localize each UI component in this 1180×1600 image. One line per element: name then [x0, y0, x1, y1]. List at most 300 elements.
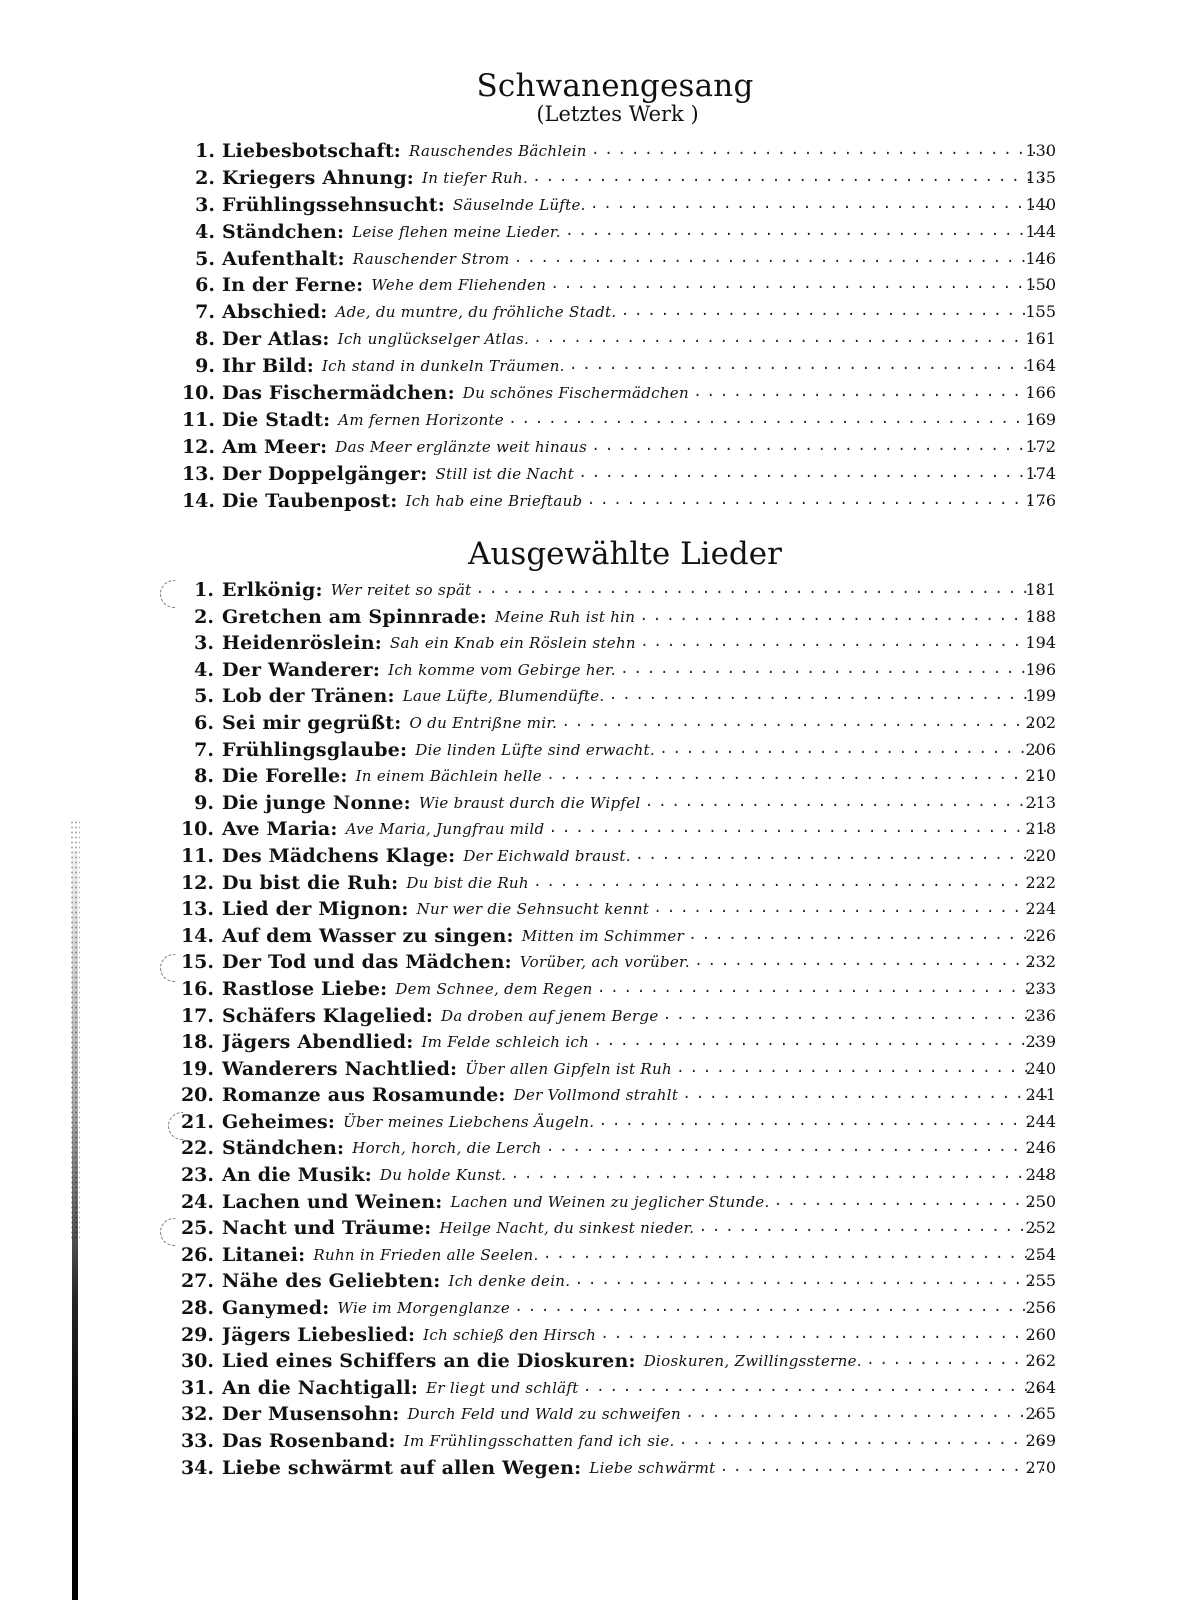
toc-entry	[0, 299, 1180, 326]
entry-number: 3.	[195, 193, 215, 216]
entry-number: 22.	[180, 1137, 214, 1160]
first-line: Die linden Lüfte sind erwacht.	[415, 740, 655, 759]
entry-number: 13.	[181, 462, 215, 485]
first-line: Rauschendes Bächlein	[409, 142, 587, 160]
page-number: 269	[1025, 1431, 1056, 1450]
entry-number: 8.	[195, 328, 215, 351]
dot-leader	[591, 434, 1048, 461]
entry-body	[222, 272, 1048, 299]
first-line: Lachen und Weinen zu jeglicher Stunde.	[450, 1192, 770, 1211]
entry-number: 23.	[180, 1164, 214, 1187]
section-title-ausgewaehlte-lieder: Ausgewählte Lieder	[468, 536, 782, 572]
page-number: 222	[1025, 872, 1056, 892]
dot-leader	[676, 1056, 1048, 1083]
toc-entry	[0, 1295, 1180, 1322]
section-subtitle: (Letztes Werk )	[536, 102, 699, 126]
song-title: An die Nachtigall:	[222, 1376, 419, 1399]
page-number: 181	[1025, 580, 1056, 599]
entry-body	[222, 1056, 1048, 1083]
page-number: 144	[1025, 221, 1056, 241]
entry-number: 32.	[180, 1403, 214, 1426]
dot-leader	[532, 165, 1048, 192]
entry-number: 21.	[180, 1110, 214, 1133]
first-line: Über meines Liebchens Äugeln.	[343, 1112, 595, 1131]
song-title: Frühlingssehnsucht:	[222, 193, 445, 216]
first-line: Im Frühlingsschatten fand ich sie.	[403, 1432, 675, 1450]
toc-entry	[0, 272, 1180, 299]
dot-leader	[546, 1135, 1048, 1162]
entry-body	[222, 1268, 1048, 1295]
toc-entry	[0, 1401, 1180, 1428]
page-number: 194	[1025, 633, 1056, 653]
dot-leader	[533, 870, 1048, 897]
entry-body	[222, 1082, 1048, 1109]
toc-entry	[0, 1189, 1180, 1216]
page-number: 174	[1025, 463, 1056, 483]
song-title: Liebesbotschaft:	[222, 140, 402, 162]
entry-body	[222, 896, 1048, 923]
page-number: 155	[1025, 302, 1056, 322]
entry-body	[222, 138, 1048, 165]
entry-body	[222, 1029, 1048, 1056]
dot-leader	[682, 1082, 1048, 1109]
toc-entry	[0, 1268, 1180, 1295]
page-number: 265	[1025, 1404, 1056, 1424]
song-list-schwanengesang	[0, 138, 1180, 514]
entry-number: 19.	[180, 1057, 214, 1080]
page-number: 150	[1025, 275, 1056, 295]
song-title: Erlkönig:	[222, 579, 323, 601]
song-title: Die Stadt:	[222, 408, 331, 431]
dot-leader	[600, 1322, 1048, 1349]
page-number: 252	[1025, 1218, 1056, 1238]
entry-body	[222, 1295, 1048, 1322]
entry-body	[222, 657, 1048, 684]
song-title: Der Doppelgänger:	[222, 462, 428, 485]
entry-body	[222, 1375, 1048, 1402]
dot-leader	[694, 949, 1048, 976]
song-title: Auf dem Wasser zu singen:	[222, 924, 514, 947]
entry-body	[222, 870, 1048, 897]
song-title: Nähe des Geliebten:	[222, 1270, 441, 1293]
first-line: Dem Schnee, dem Regen	[395, 979, 593, 998]
song-title: Der Atlas:	[222, 328, 330, 351]
first-line: In tiefer Ruh.	[422, 168, 529, 187]
entry-body	[222, 461, 1048, 488]
page-number: 270	[1025, 1457, 1056, 1477]
toc-entry	[0, 353, 1180, 380]
entry-number: 30.	[180, 1350, 214, 1373]
page-number: 224	[1025, 899, 1056, 919]
entry-number: 24.	[180, 1190, 214, 1213]
first-line: Laue Lüfte, Blumendüfte.	[402, 687, 605, 706]
first-line: Ruhn in Frieden alle Seelen.	[313, 1245, 539, 1264]
page-number: 176	[1025, 490, 1056, 510]
first-line: Du bist die Ruh	[406, 873, 529, 892]
toc-entry	[0, 326, 1180, 353]
entry-body	[222, 843, 1048, 870]
song-title: Aufenthalt:	[222, 247, 345, 270]
entry-number: 34.	[180, 1456, 214, 1479]
toc-entry	[0, 165, 1180, 192]
section-title-schwanengesang: Schwanengesang	[476, 68, 754, 104]
first-line: Ich stand in dunkeln Träumen.	[321, 357, 565, 376]
first-line: Mitten im Schimmer	[521, 926, 685, 945]
song-title: Am Meer:	[222, 435, 328, 458]
entry-body	[222, 1322, 1048, 1349]
first-line: Rauschender Strom	[352, 249, 510, 268]
song-title: Jägers Abendlied:	[222, 1031, 414, 1054]
song-title: Nacht und Träume:	[222, 1217, 432, 1240]
first-line: Vorüber, ach vorüber.	[519, 953, 690, 972]
entry-number: 1.	[194, 579, 214, 601]
entry-body	[222, 1215, 1048, 1242]
toc-entry	[0, 630, 1180, 657]
first-line: Säuselnde Lüfte.	[452, 195, 586, 214]
song-title: Lob der Tränen:	[222, 685, 395, 708]
entry-body	[222, 604, 1048, 631]
dot-leader	[774, 1189, 1048, 1216]
page-number: 244	[1025, 1111, 1056, 1131]
entry-number: 6.	[194, 711, 214, 734]
toc-entry	[0, 843, 1180, 870]
first-line: Wehe dem Fliehenden	[371, 276, 547, 295]
first-line: Ich komme vom Gebirge her.	[388, 660, 616, 679]
song-title: Frühlingsglaube:	[222, 738, 408, 761]
entry-number: 20.	[180, 1084, 214, 1107]
dot-leader	[514, 246, 1048, 273]
first-line: Ade, du muntre, du fröhliche Stadt.	[335, 303, 617, 322]
song-title: Lied der Mignon:	[222, 898, 409, 921]
entry-number: 18.	[180, 1031, 214, 1054]
dot-leader	[578, 461, 1048, 488]
song-title: Das Rosenband:	[222, 1430, 396, 1452]
toc-entry	[0, 1242, 1180, 1269]
entry-body	[222, 763, 1048, 790]
entry-number: 5.	[194, 685, 214, 708]
entry-body	[222, 407, 1048, 434]
dot-leader	[609, 683, 1048, 710]
dot-leader	[508, 407, 1048, 434]
page-number: 130	[1025, 141, 1056, 160]
song-title: Kriegers Ahnung:	[222, 166, 415, 189]
dot-leader	[510, 1162, 1048, 1189]
entry-number: 4.	[195, 220, 215, 243]
entry-body	[222, 488, 1048, 515]
entry-number: 3.	[194, 632, 214, 655]
toc-entry	[0, 1056, 1180, 1083]
toc-entry	[0, 1215, 1180, 1242]
toc-entry	[0, 790, 1180, 817]
entry-body	[222, 816, 1048, 843]
entry-body	[222, 976, 1048, 1003]
dot-leader	[574, 1268, 1048, 1295]
page-number: 146	[1025, 248, 1056, 268]
toc-entry	[0, 380, 1180, 407]
song-title: Rastlose Liebe:	[222, 977, 388, 1000]
first-line: Durch Feld und Wald zu schweifen	[407, 1405, 681, 1424]
entry-body	[222, 1162, 1048, 1189]
entry-body	[222, 1242, 1048, 1269]
toc-entry	[0, 488, 1180, 515]
song-title: Gretchen am Spinnrade:	[222, 605, 487, 628]
dot-leader	[548, 816, 1048, 843]
page-number: 239	[1025, 1032, 1056, 1052]
toc-entry	[0, 976, 1180, 1003]
page-number: 254	[1025, 1244, 1056, 1264]
dot-leader	[698, 1215, 1048, 1242]
page-number: 248	[1025, 1165, 1056, 1185]
entry-body	[222, 683, 1048, 710]
page-number: 241	[1025, 1085, 1056, 1105]
page-number: 196	[1025, 659, 1056, 679]
entry-body	[222, 1135, 1048, 1162]
toc-entry	[0, 737, 1180, 764]
song-title: Ständchen:	[222, 1137, 345, 1160]
entry-number: 28.	[180, 1297, 214, 1320]
entry-number: 16.	[180, 977, 214, 1000]
toc-entry	[0, 923, 1180, 950]
first-line: Am fernen Horizonte	[338, 410, 504, 429]
entry-body	[222, 923, 1048, 950]
song-title: In der Ferne:	[222, 274, 364, 297]
entry-number: 7.	[195, 301, 215, 324]
page-number: 220	[1025, 845, 1056, 865]
song-title: Lied eines Schiffers an die Dioskuren:	[222, 1350, 636, 1373]
toc-entry	[0, 1162, 1180, 1189]
entry-body	[222, 1428, 1048, 1455]
page-number: 164	[1025, 356, 1056, 376]
toc-entry	[0, 604, 1180, 631]
first-line: Nur wer die Sehnsucht kennt	[416, 900, 650, 919]
dot-leader	[475, 577, 1048, 604]
entry-body	[222, 434, 1048, 461]
entry-number: 4.	[194, 658, 214, 681]
entry-body	[222, 790, 1048, 817]
entry-number: 13.	[180, 898, 214, 921]
dot-leader	[685, 1401, 1048, 1428]
first-line: Der Vollmond strahlt	[513, 1086, 679, 1105]
first-line: Du schönes Fischermädchen	[462, 384, 689, 403]
dot-leader	[543, 1242, 1048, 1269]
song-title: Geheimes:	[222, 1110, 336, 1133]
page-number: 250	[1025, 1191, 1056, 1211]
page-number: 233	[1025, 978, 1056, 998]
toc-entry	[0, 407, 1180, 434]
page-number: 260	[1025, 1324, 1056, 1344]
page-number: 161	[1025, 329, 1056, 349]
dot-leader	[591, 138, 1048, 165]
toc-entry	[0, 246, 1180, 273]
entry-number: 27.	[180, 1270, 214, 1293]
dot-leader	[565, 219, 1048, 246]
first-line: Im Felde schleich ich	[421, 1033, 590, 1052]
dot-leader	[569, 353, 1048, 380]
song-title: Die Taubenpost:	[222, 489, 398, 512]
page-number: 213	[1025, 792, 1056, 812]
toc-entry	[0, 1428, 1180, 1455]
song-title: Heidenröslein:	[222, 632, 382, 655]
entry-body	[222, 630, 1048, 657]
song-title: Ganymed:	[222, 1297, 330, 1320]
song-title: Die Forelle:	[222, 765, 348, 788]
dot-leader	[639, 604, 1048, 631]
entry-body	[222, 949, 1048, 976]
first-line: Du holde Kunst.	[379, 1166, 507, 1185]
entry-body	[222, 1401, 1048, 1428]
song-title: Der Tod und das Mädchen:	[222, 951, 512, 974]
page-number: 135	[1025, 167, 1056, 187]
entry-number: 9.	[194, 791, 214, 814]
first-line: Ich schieß den Hirsch	[423, 1325, 597, 1344]
toc-entry	[0, 763, 1180, 790]
page-number: 202	[1025, 712, 1056, 732]
toc-entry	[0, 1029, 1180, 1056]
page-number: 199	[1025, 686, 1056, 706]
song-title: Ständchen:	[222, 220, 345, 243]
dot-leader	[620, 657, 1048, 684]
entry-body	[222, 192, 1048, 219]
first-line: Wie braust durch die Wipfel	[418, 793, 641, 812]
toc-entry	[0, 683, 1180, 710]
dot-leader	[590, 192, 1048, 219]
first-line: Das Meer erglänzte weit hinaus	[335, 437, 588, 456]
entry-number: 10.	[180, 818, 214, 841]
first-line: Sah ein Knab ein Röslein stehn	[389, 634, 636, 653]
song-title: Ihr Bild:	[222, 355, 314, 378]
song-title: Liebe schwärmt auf allen Wegen:	[222, 1456, 582, 1479]
entry-number: 2.	[195, 166, 215, 189]
page-number: 172	[1025, 436, 1056, 456]
first-line: Dioskuren, Zwillingssterne.	[643, 1352, 862, 1371]
dot-leader	[598, 1109, 1048, 1136]
entry-number: 1.	[195, 140, 215, 162]
entry-number: 8.	[194, 765, 214, 788]
dot-leader	[640, 630, 1048, 657]
song-title: Romanze aus Rosamunde:	[222, 1084, 506, 1107]
entry-number: 25.	[180, 1217, 214, 1240]
dot-leader	[688, 923, 1048, 950]
dot-leader	[693, 380, 1048, 407]
toc-entry	[0, 1375, 1180, 1402]
song-title: Abschied:	[222, 301, 328, 324]
toc-entry	[0, 710, 1180, 737]
song-title: Der Musensohn:	[222, 1403, 400, 1426]
toc-entry	[0, 896, 1180, 923]
dot-leader	[550, 272, 1048, 299]
entry-body	[222, 299, 1048, 326]
dot-leader	[645, 790, 1048, 817]
entry-number: 12.	[180, 871, 214, 894]
entry-number: 5.	[195, 247, 215, 270]
entry-number: 11.	[180, 844, 214, 867]
entry-body	[222, 353, 1048, 380]
toc-entry	[0, 461, 1180, 488]
entry-number: 2.	[194, 605, 214, 628]
song-title: Das Fischermädchen:	[222, 382, 455, 405]
first-line: Ich unglückselger Atlas.	[337, 330, 530, 349]
first-line: O du Entrißne mir.	[409, 713, 558, 732]
dot-leader	[546, 763, 1048, 790]
dot-leader	[663, 1003, 1048, 1030]
dot-leader	[659, 737, 1048, 764]
page-number: 206	[1025, 739, 1056, 759]
toc-entry	[0, 1322, 1180, 1349]
song-title: Ave Maria:	[222, 818, 338, 841]
first-line: Liebe schwärmt	[589, 1458, 716, 1477]
page-number: 246	[1025, 1138, 1056, 1158]
first-line: Still ist die Nacht	[435, 464, 575, 483]
first-line: Horch, horch, die Lerch	[352, 1139, 542, 1158]
toc-entry	[0, 1348, 1180, 1375]
page-number: 256	[1025, 1298, 1056, 1318]
toc-entry	[0, 816, 1180, 843]
toc-entry	[0, 577, 1180, 604]
dot-leader	[593, 1029, 1048, 1056]
toc-entry	[0, 219, 1180, 246]
dot-leader	[533, 326, 1048, 353]
dot-leader	[514, 1295, 1048, 1322]
entry-number: 33.	[180, 1430, 214, 1452]
first-line: Heilge Nacht, du sinkest nieder.	[439, 1219, 695, 1238]
entry-number: 14.	[181, 489, 215, 512]
entry-number: 6.	[195, 274, 215, 297]
page-number: 226	[1025, 925, 1056, 945]
entry-body	[222, 577, 1048, 604]
dot-leader	[635, 843, 1048, 870]
first-line: In einem Bächlein helle	[355, 767, 542, 786]
entry-body	[222, 165, 1048, 192]
entry-number: 10.	[181, 382, 215, 405]
entry-number: 12.	[181, 435, 215, 458]
entry-number: 31.	[180, 1376, 214, 1399]
entry-number: 26.	[180, 1243, 214, 1266]
dot-leader	[561, 710, 1048, 737]
toc-entry	[0, 434, 1180, 461]
entry-body	[222, 246, 1048, 273]
toc-entry	[0, 949, 1180, 976]
first-line: Der Eichwald braust.	[463, 846, 631, 865]
first-line: Er liegt und schläft	[426, 1378, 579, 1397]
first-line: Ich denke dein.	[448, 1272, 571, 1291]
toc-entry	[0, 1455, 1180, 1482]
page-number: 255	[1025, 1271, 1056, 1291]
dot-leader	[597, 976, 1048, 1003]
song-title: Der Wanderer:	[222, 658, 381, 681]
song-title: Lachen und Weinen:	[222, 1190, 443, 1213]
page-number: 169	[1025, 409, 1056, 429]
song-title: Wanderers Nachtlied:	[222, 1057, 458, 1080]
dot-leader	[679, 1428, 1048, 1455]
page-number: 188	[1025, 606, 1056, 626]
entry-number: 7.	[194, 738, 214, 761]
entry-number: 29.	[180, 1323, 214, 1346]
first-line: Meine Ruh ist hin	[495, 607, 636, 626]
entry-number: 14.	[180, 924, 214, 947]
song-title: Litanei:	[222, 1243, 306, 1266]
dot-leader	[620, 299, 1048, 326]
toc-entry	[0, 1135, 1180, 1162]
page-number: 232	[1025, 952, 1056, 972]
page-number: 236	[1025, 1005, 1056, 1025]
first-line: Wer reitet so spät	[330, 581, 472, 599]
song-title: Sei mir gegrüßt:	[222, 711, 402, 734]
page-number: 166	[1025, 383, 1056, 403]
dot-leader	[653, 896, 1048, 923]
song-title: Schäfers Klagelied:	[222, 1004, 434, 1027]
dot-leader	[586, 488, 1048, 515]
first-line: Leise flehen meine Lieder.	[352, 222, 561, 241]
